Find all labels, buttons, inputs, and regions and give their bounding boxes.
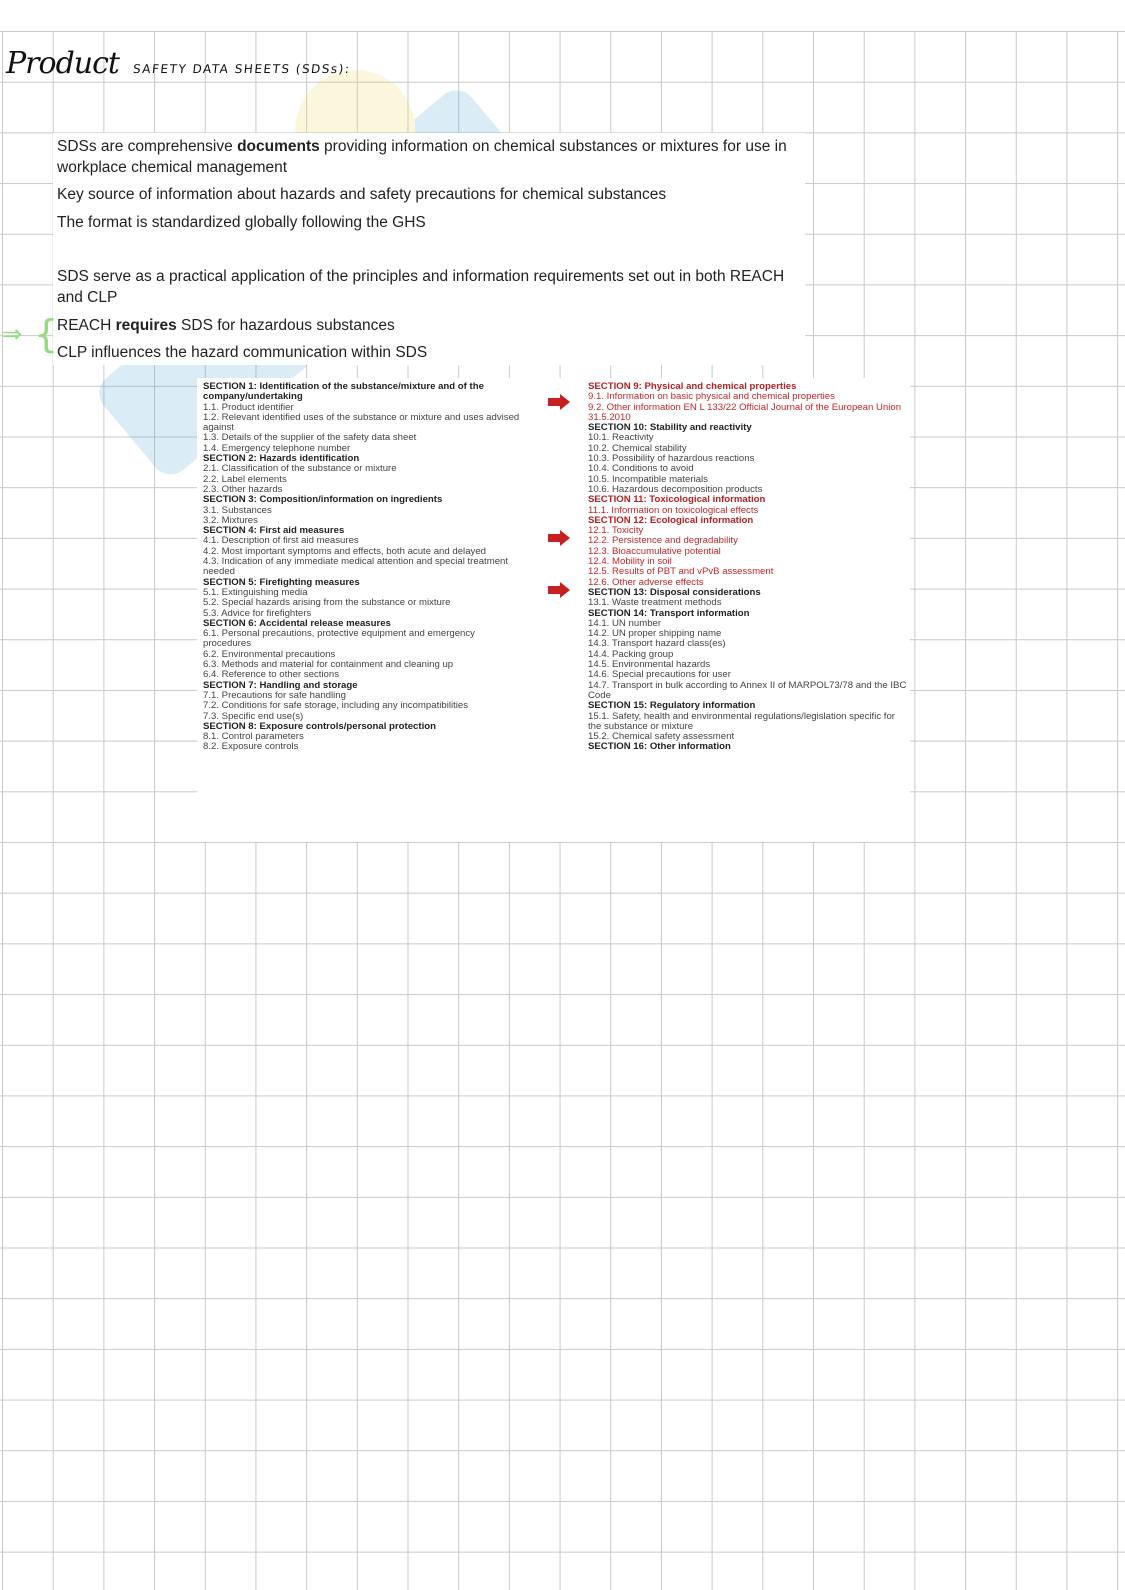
double-arrow-icon: ⇒: [2, 321, 23, 348]
sds-subsection-item: 9.2. Other information EN L 133/22 Official Journal of the European Union 31.5.2010: [588, 401, 902, 423]
sds-subsection-item: 12.2. Persistence and degradability: [588, 535, 738, 547]
sds-subsection-item: 3.2. Mixtures: [203, 514, 258, 526]
sds-right-column: [588, 382, 910, 753]
sds-section-heading: SECTION 4: First aid measures: [203, 525, 345, 537]
sds-subsection-item: 12.4. Mobility in soil: [588, 556, 672, 568]
sds-section-heading: SECTION 14: Transport information: [588, 607, 750, 619]
sds-section-heading: SECTION 3: Composition/information on ingredients: [203, 494, 443, 506]
green-annotation: [0, 312, 60, 362]
sds-subsection-item: 6.1. Personal precautions, protective equipment and emergency procedures: [203, 628, 475, 650]
sds-subsection-item: 10.5. Incompatible materials: [588, 473, 708, 485]
sds-subsection-item: 10.1. Reactivity: [588, 432, 654, 444]
page-top-margin: [0, 0, 1125, 31]
sds-left-column: [203, 382, 523, 753]
intro-paragraph-3: The format is standardized globally following the GHS: [57, 214, 426, 231]
red-arrow-icon: [548, 530, 570, 546]
sds-section-heading: SECTION 2: Hazards identification: [203, 453, 360, 465]
sds-section-heading: SECTION 15: Regulatory information: [588, 700, 756, 712]
intro-paragraph-6: CLP influences the hazard communication within SDS: [57, 344, 428, 361]
sds-subsection-item: 7.2. Conditions for safe storage, including any incompatibilities: [203, 700, 469, 712]
sds-section-heading: SECTION 16: Other information: [588, 741, 731, 753]
sds-subsection-item: 14.6. Special precautions for user: [588, 669, 731, 681]
intro-paragraph-4: SDS serve as a practical application of the principles and information requirements set out in both REACH and CLP: [57, 268, 785, 306]
sds-subsection-item: 2.3. Other hazards: [203, 483, 283, 495]
sds-subsection-item: 10.6. Hazardous decomposition products: [588, 483, 763, 495]
sds-subsection-item: 15.1. Safety, health and environmental regulations/legislation specific for the substance or mixture: [588, 710, 896, 732]
sds-subsection-item: 8.2. Exposure controls: [203, 741, 299, 753]
sds-section-heading: SECTION 11: Toxicological information: [588, 494, 766, 506]
sds-subsection-item: 10.3. Possibility of hazardous reactions: [588, 453, 755, 465]
sds-subsection-item: 6.2. Environmental precautions: [203, 648, 336, 660]
sds-subsection-item: 14.5. Environmental hazards: [588, 659, 711, 671]
sds-subsection-item: 4.3. Indication of any immediate medical attention and special treatment needed: [203, 556, 509, 578]
sds-sections-image: [197, 378, 910, 842]
sds-subsection-item: 1.3. Details of the supplier of the safety data sheet: [203, 432, 417, 444]
sds-section-heading: SECTION 13: Disposal considerations: [588, 586, 761, 598]
title-handwritten: Product: [6, 46, 119, 81]
page-title: [6, 46, 350, 81]
sds-subsection-item: 1.2. Relevant identified uses of the substance or mixture and uses advised against: [203, 411, 520, 434]
sds-section-heading: SECTION 7: Handling and storage: [203, 679, 358, 691]
sds-subsection-item: 5.1. Extinguishing media: [203, 586, 308, 598]
sds-subsection-item: 14.1. UN number: [588, 617, 662, 629]
sds-section-heading: SECTION 9: Physical and chemical properties: [588, 381, 797, 392]
title-caps: SAFETY DATA SHEETS (SDSs):: [132, 62, 352, 76]
sds-subsection-item: 12.5. Results of PBT and vPvB assessment: [588, 566, 774, 578]
sds-section-heading: SECTION 1: Identification of the substance/mixture and of the company/undertaking: [203, 381, 484, 403]
sds-subsection-item: 11.1. Information on toxicological effects: [588, 504, 759, 516]
sds-subsection-item: 4.1. Description of first aid measures: [203, 535, 359, 547]
sds-subsection-item: 3.1. Substances: [203, 504, 272, 516]
sds-section-heading: SECTION 8: Exposure controls/personal protection: [203, 720, 436, 732]
intro-paragraph-5: REACH requires SDS for hazardous substances: [57, 317, 395, 334]
sds-subsection-item: 6.3. Methods and material for containment and cleaning up: [203, 659, 454, 671]
sds-section-heading: SECTION 10: Stability and reactivity: [588, 422, 752, 434]
sds-subsection-item: 12.3. Bioaccumulative potential: [588, 545, 721, 557]
sds-subsection-item: 14.3. Transport hazard class(es): [588, 638, 726, 650]
sds-section-heading: SECTION 6: Accidental release measures: [203, 617, 391, 629]
sds-section-heading: SECTION 5: Firefighting measures: [203, 576, 360, 588]
sds-subsection-item: 10.4. Conditions to avoid: [588, 463, 694, 475]
red-arrow-icon: [548, 582, 570, 598]
sds-subsection-item: 12.1. Toxicity: [588, 525, 644, 537]
sds-subsection-item: 5.2. Special hazards arising from the substance or mixture: [203, 597, 451, 609]
sds-subsection-item: 2.2. Label elements: [203, 473, 287, 485]
intro-text-panel: [53, 133, 805, 365]
sds-subsection-item: 8.1. Control parameters: [203, 731, 304, 743]
sds-subsection-item: 12.6. Other adverse effects: [588, 576, 704, 588]
intro-paragraph-2: Key source of information about hazards and safety precautions for chemical substances: [57, 186, 667, 203]
brace-icon: {: [34, 312, 59, 356]
sds-subsection-item: 2.1. Classification of the substance or mixture: [203, 463, 397, 475]
sds-subsection-item: 10.2. Chemical stability: [588, 442, 687, 454]
intro-paragraph-1: SDSs are comprehensive documents providing information on chemical substances or mixtures for use in workplace chemical management: [57, 138, 787, 176]
sds-subsection-item: 7.3. Specific end use(s): [203, 710, 304, 722]
sds-subsection-item: 7.1. Precautions for safe handling: [203, 689, 346, 701]
sds-subsection-item: 14.4. Packing group: [588, 648, 674, 660]
sds-subsection-item: 9.1. Information on basic physical and chemical properties: [588, 391, 835, 403]
sds-subsection-item: 5.3. Advice for firefighters: [203, 607, 312, 619]
sds-subsection-item: 15.2. Chemical safety assessment: [588, 731, 735, 743]
sds-subsection-item: 6.4. Reference to other sections: [203, 669, 339, 681]
sds-section-heading: SECTION 12: Ecological information: [588, 514, 754, 526]
sds-subsection-item: 1.1. Product identifier: [203, 401, 294, 413]
sds-subsection-item: 1.4. Emergency telephone number: [203, 442, 351, 454]
sds-subsection-item: 13.1. Waste treatment methods: [588, 597, 722, 609]
sds-subsection-item: 14.7. Transport in bulk according to Annex II of MARPOL73/78 and the IBC Code: [588, 679, 907, 701]
sds-subsection-item: 4.2. Most important symptoms and effects, both acute and delayed: [203, 545, 486, 557]
sds-subsection-item: 14.2. UN proper shipping name: [588, 628, 722, 640]
red-arrow-icon: [548, 394, 570, 410]
